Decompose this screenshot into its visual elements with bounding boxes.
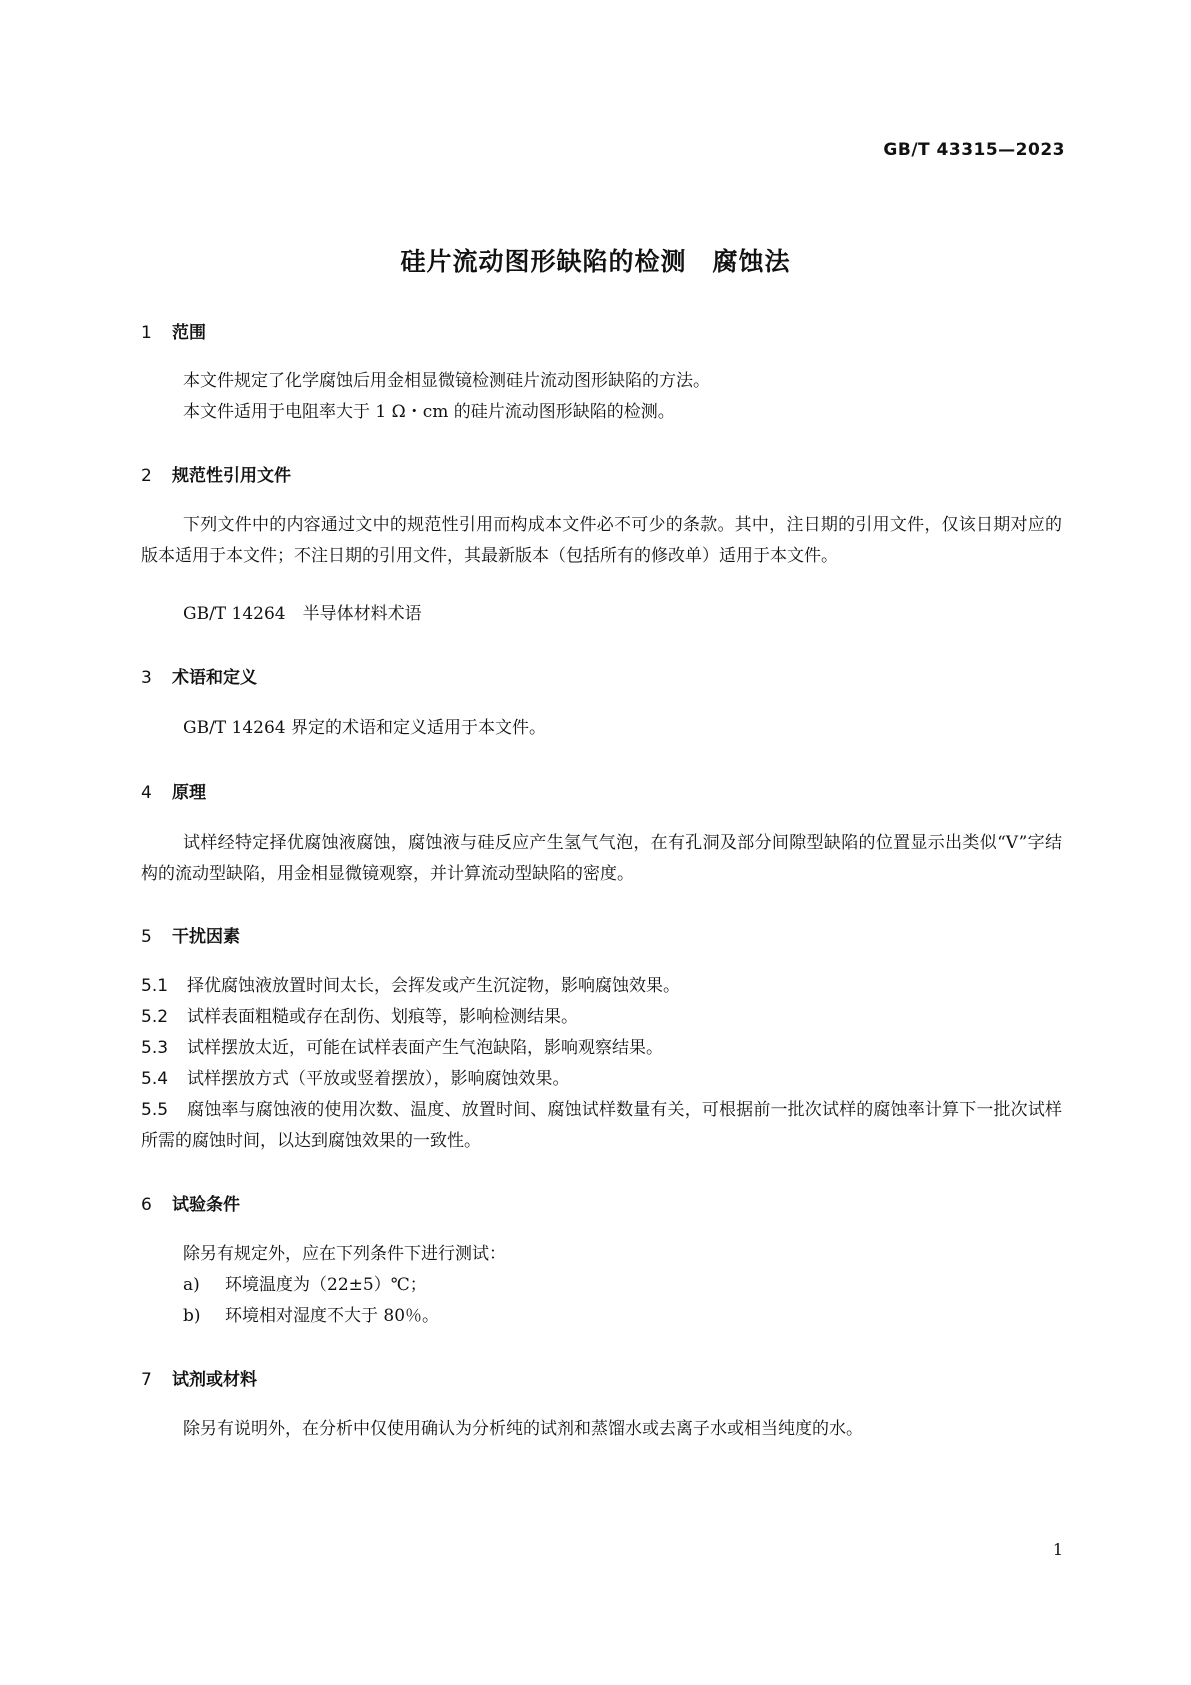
subclause-text: 择优腐蚀液放置时间太长，会挥发或产生沉淀物，影响腐蚀效果。 <box>187 976 680 996</box>
subclause-number: 5.1 <box>141 976 169 996</box>
list-marker: b) <box>183 1306 201 1326</box>
subclause-number: 5.5 <box>141 1100 169 1120</box>
section-heading-principle <box>141 778 206 803</box>
list-item-a <box>183 1270 427 1301</box>
section-title: 试验条件 <box>172 1195 240 1215</box>
standard-code: GB/T 43315—2023 <box>883 140 1065 160</box>
section-heading-normative-references <box>141 461 291 486</box>
reference-item: GB/T 14264 半导体材料术语 <box>183 604 422 624</box>
section-title: 规范性引用文件 <box>172 466 291 486</box>
section-title: 范围 <box>172 323 206 343</box>
paragraph: 本文件适用于电阻率大于 1 Ω・cm 的硅片流动图形缺陷的检测。 <box>183 402 675 422</box>
subclause-text: 试样摆放方式（平放或竖着摆放），影响腐蚀效果。 <box>187 1069 570 1089</box>
section-title: 试剂或材料 <box>172 1370 257 1390</box>
section-title: 术语和定义 <box>172 668 257 688</box>
section-number: 7 <box>141 1370 152 1390</box>
subclause-number: 5.4 <box>141 1069 169 1089</box>
subclause-number: 5.3 <box>141 1038 169 1058</box>
paragraph: 本文件规定了化学腐蚀后用金相显微镜检测硅片流动图形缺陷的方法。 <box>183 371 710 391</box>
subclause-5-3 <box>141 1033 663 1064</box>
subclause-5-4 <box>141 1064 570 1095</box>
paragraph: 除另有说明外，在分析中仅使用确认为分析纯的试剂和蒸馏水或去离子水或相当纯度的水。 <box>183 1419 863 1439</box>
section-number: 4 <box>141 783 152 803</box>
subclause-5-1 <box>141 971 680 1002</box>
section-heading-terms <box>141 663 257 688</box>
subclause-number: 5.2 <box>141 1007 169 1027</box>
section-number: 2 <box>141 466 152 486</box>
page-number: 1 <box>1052 1540 1063 1559</box>
section-title: 干扰因素 <box>172 927 240 947</box>
paragraph: 下列文件中的内容通过文中的规范性引用而构成本文件必不可少的条款。其中，注日期的引用文件，仅该日期对应的版本适用于本文件；不注日期的引用文件，其最新版本（包括所有的修改单）适用于本文件。 <box>141 515 1062 566</box>
subclause-5-2 <box>141 1002 578 1033</box>
subclause-text: 试样摆放太近，可能在试样表面产生气泡缺陷，影响观察结果。 <box>187 1038 663 1058</box>
subclause-text: 腐蚀率与腐蚀液的使用次数、温度、放置时间、腐蚀试样数量有关，可根据前一批次试样的腐蚀率计算下一批次试样所需的腐蚀时间，以达到腐蚀效果的一致性。 <box>141 1100 1062 1151</box>
paragraph: 除另有规定外，应在下列条件下进行测试： <box>183 1244 506 1264</box>
section-number: 6 <box>141 1195 152 1215</box>
subclause-5-5 <box>141 1095 1062 1157</box>
section-title: 原理 <box>172 783 206 803</box>
paragraph: GB/T 14264 界定的术语和定义适用于本文件。 <box>183 718 547 738</box>
section-heading-scope <box>141 318 206 343</box>
subclause-text: 试样表面粗糙或存在刮伤、划痕等，影响检测结果。 <box>187 1007 578 1027</box>
section-heading-test-conditions <box>141 1190 240 1215</box>
section-heading-reagents <box>141 1365 257 1390</box>
list-item-b <box>183 1301 439 1332</box>
section-number: 1 <box>141 323 152 343</box>
paragraph: 试样经特定择优腐蚀液腐蚀，腐蚀液与硅反应产生氢气气泡，在有孔洞及部分间隙型缺陷的位置显示出类似“V”字结构的流动型缺陷，用金相显微镜观察，并计算流动型缺陷的密度。 <box>141 833 1062 884</box>
list-text: 环境相对湿度不大于 80％。 <box>225 1306 440 1326</box>
list-text: 环境温度为（22±5）℃； <box>225 1275 427 1295</box>
document-title: 硅片流动图形缺陷的检测 腐蚀法 <box>400 247 791 276</box>
section-number: 3 <box>141 668 152 688</box>
section-number: 5 <box>141 927 152 947</box>
list-marker: a) <box>183 1275 200 1295</box>
section-heading-interference <box>141 922 240 947</box>
